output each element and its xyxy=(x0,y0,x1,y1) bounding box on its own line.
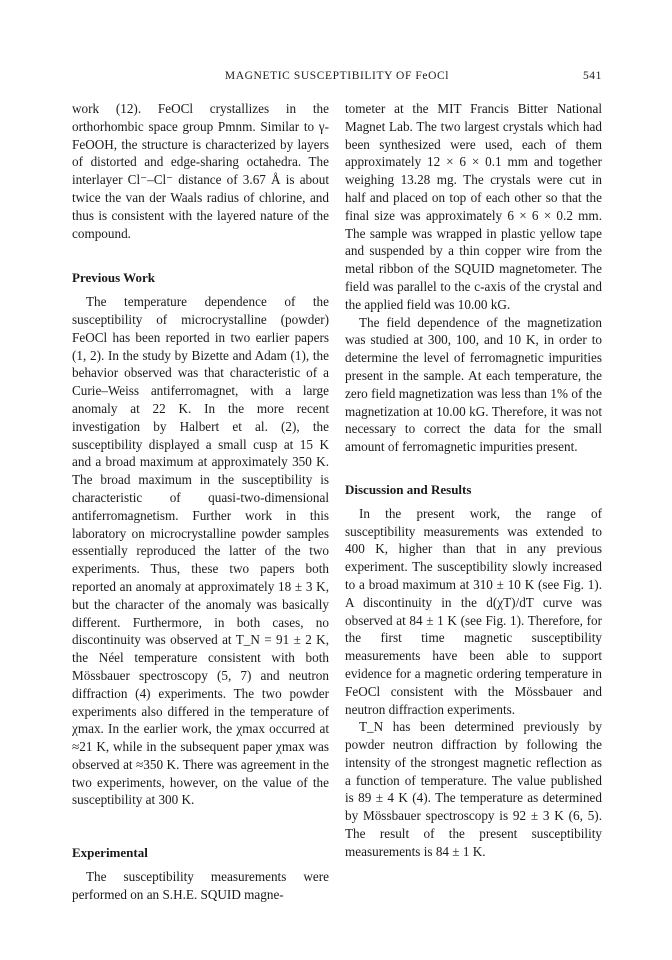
page-number: 541 xyxy=(582,70,602,82)
experimental-heading: Experimental xyxy=(72,845,148,861)
discussion-paragraph: In the present work, the range of susceptibility measurements was extended to 400 K, higher than that in any previous experiment. The susceptibility slowly increased to a broad maximum at 310 ± 10 K (see Fig. 1). A discontinuity in the d(χT)/dT curve was observed at 84 ± 1 K (see Fig. 1). Therefore, for the first time magnetic susceptibility measurements have been able to support evidence for a magnetic ordering temperature in FeOCl consistent with the Mössbauer and neutron diffraction experiments. xyxy=(345,505,602,717)
left-column xyxy=(72,100,329,904)
discussion-heading: Discussion and Results xyxy=(345,481,472,497)
field-dependence-paragraph: The field dependence of the magnetization was studied at 300, 100, and 10 K, in order to determine the level of ferromagnetic impurities present in the sample. At each temperature, the zero field magnetization was less than 1% of the magnetization at 10.00 kG. Therefore, it was not necessary to correct the data for the small amount of ferromagnetic impurities present. xyxy=(345,314,602,455)
right-column xyxy=(345,100,602,861)
experimental-paragraph: The susceptibility measurements were performed on an S.H.E. SQUID magne- xyxy=(72,869,329,902)
experimental-paragraph-continued: tometer at the MIT Francis Bitter National Magnet Lab. The two largest crystals which had been synthesized were used, each of them approximately 12 × 6 × 0.1 mm and together weighing 13.28 mg. The crystals were cut in half and placed on top of each other so that the final size was approximately 6 × 6 × 0.2 mm. The sample was wrapped in plastic yellow tape and suspended by a thin copper wire from the metal ribbon of the SQUID magnetometer. The field was parallel to the c-axis of the crystal and the applied field was 10.00 kG. xyxy=(345,101,602,312)
running-title: MAGNETIC SUSCEPTIBILITY OF FeOCl xyxy=(224,70,450,82)
previous-work-paragraph: The temperature dependence of the susceptibility of microcrystalline (powder) FeOCl has been reported in two earlier papers (1, 2). In the study by Bizette and Adam (1), the behavior observed was that characteristic of a Curie–Weiss antiferromagnet, with a large anomaly at 22 K. In the more recent investigation by Halbert et al. (2), the susceptibility displayed a small cusp at 15 K and a broad maximum at approximately 350 K. The broad maximum in the susceptibility is characteristic of quasi-two-dimensional antiferromagnetism. Further work in this laboratory on microcrystalline powder samples essentially reproduced the latter of the two experiments. Thus, these two papers both reported an anomaly at approximately 18 ± 3 K, but the character of the anomaly was basically different. Furthermore, in both cases, no discontinuity was observed at T_N = 91 ± 2 K, the Néel temperature consistent with both Mössbauer spectroscopy (5, 7) and neutron diffraction (4) experiments. The two powder experiments also differed in the temperature of χmax. In the earlier work, the χmax occurred at ≈21 K, while in the subsequent paper χmax was observed at ≈350 K. There was agreement in the two experiments, however, on the value of the susceptibility at 300 K. xyxy=(72,294,329,808)
intro-paragraph-continued: work (12). FeOCl crystallizes in the orthorhombic space group Pmnm. Similar to γ-FeOOH, the structure is characterized by layers of distorted and edge-sharing octahedra. The interlayer Cl⁻–Cl⁻ distance of 3.67 Å is about twice the van der Waals radius of chlorine, and thus is consistent with the layered nature of the compound. xyxy=(72,101,329,241)
previous-work-heading: Previous Work xyxy=(72,270,155,286)
neel-temperature-paragraph: T_N has been determined previously by powder neutron diffraction by following the intensity of the strongest magnetic reflection as a function of temperature. The value published is 89 ± 4 K (4). The temperature as determined by Mössbauer spectroscopy is 92 ± 3 K (6, 5). The result of the present susceptibility measurements is 84 ± 1 K. xyxy=(345,719,602,859)
